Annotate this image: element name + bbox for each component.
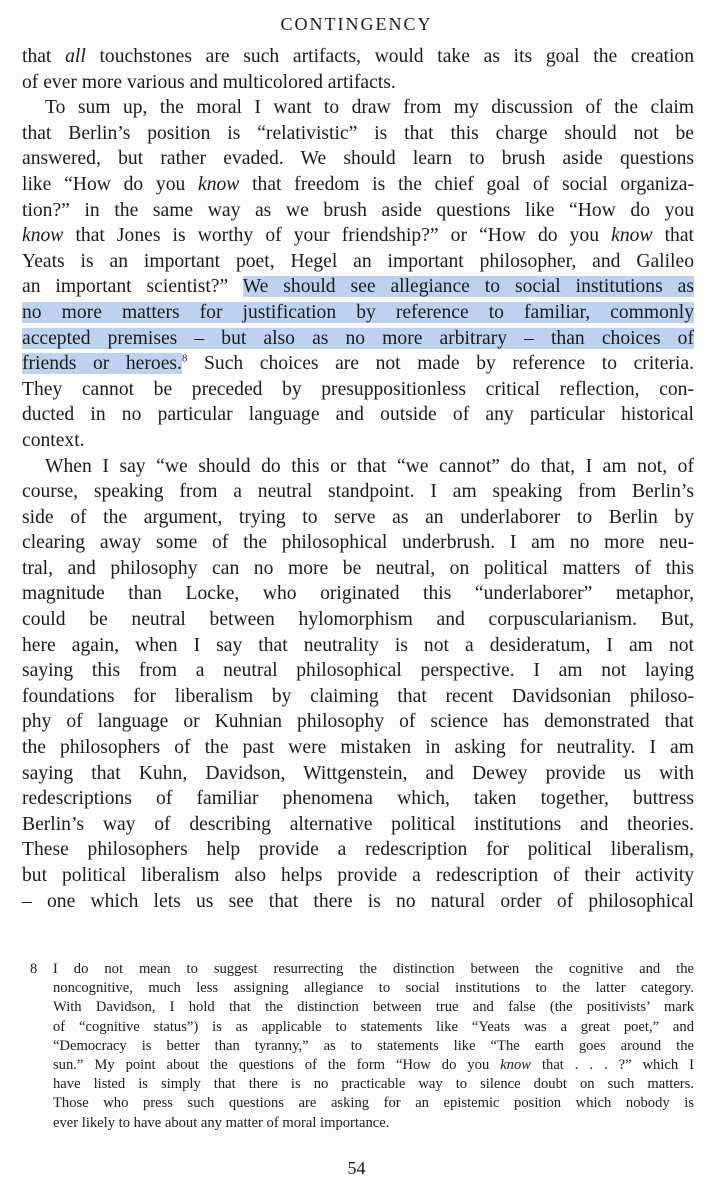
- highlighted-text[interactable]: friends or heroes.: [22, 353, 182, 375]
- text-line: that all touchstones are such artifacts, would take as its goal the creation: [22, 46, 694, 67]
- text-line: an important scientist?” We should see allegiance to social institutions as: [22, 276, 694, 298]
- text-line: saying this from a neutral philosophical perspective. I am not laying: [22, 660, 694, 682]
- highlighted-text[interactable]: We should see allegiance to social institutions as: [242, 276, 694, 298]
- text-line: could be neutral between hylomorphism and corpuscularianism. But,: [22, 609, 694, 631]
- italic-text: know: [611, 225, 653, 247]
- text-line: phy of language or Kuhnian philosophy of science has demonstrated that: [22, 711, 694, 733]
- text-line: [22, 300, 694, 326]
- text-line: tral, and philosophy can no more be neutral, on political matters of this: [22, 557, 694, 579]
- footnote-line: Those who press such questions are asking for an epistemic position which nobody is: [53, 1095, 694, 1112]
- text-line: answered, but rather evaded. We should learn to brush aside questions: [22, 148, 694, 170]
- italic-text: know: [500, 1056, 532, 1073]
- footnote-line: I do not mean to suggest resurrecting the distinction between the cognitive and the: [53, 961, 694, 977]
- footnote-line: of “cognitive status”) is as applicable to statements like “Yeats was a great poet,” and: [53, 1018, 694, 1035]
- text-line: that Berlin’s position is “relativistic” is that this charge should not be: [22, 122, 694, 144]
- text-line: clearing away some of the philosophical underbrush. I am no more neu-: [22, 532, 694, 554]
- text-line: of ever more various and multicolored artifacts.: [22, 71, 396, 93]
- footnote-line: “Democracy is better than tyranny,” as to statements like “The earth goes around the: [53, 1037, 694, 1054]
- text-line: context.: [22, 429, 85, 451]
- text-line: [22, 326, 694, 352]
- running-header: CONTINGENCY: [280, 14, 433, 34]
- text-line: Yeats is an important poet, Hegel an important philosopher, and Galileo: [22, 250, 694, 272]
- text-line: These philosophers help provide a redescription for political liberalism,: [22, 839, 694, 861]
- text-line: like “How do you know that freedom is the chief goal of social organiza-: [22, 173, 694, 195]
- footnote-line: noncognitive, much less assigning allegiance to social institutions to the latter category.: [53, 980, 694, 997]
- text-line: They cannot be preceded by presuppositionless critical reflection, con-: [22, 378, 694, 400]
- text-line: foundations for liberalism by claiming that recent Davidsonian philoso-: [22, 685, 694, 707]
- text-line: but political liberalism also helps provide a redescription of their activity: [22, 865, 694, 886]
- footnote-line: sun.” My point about the questions of the form “How do you know that . . . ?” which I: [53, 1056, 694, 1073]
- text-line: the philosophers of the past were mistaken in asking for neutrality. I am: [22, 737, 694, 759]
- text-line: – one which lets us see that there is no natural order of philosophical: [22, 890, 694, 912]
- footnote-number: 8: [30, 961, 38, 977]
- footnote-line: have listed is simply that there is no practicable way to silence doubt on such matters.: [53, 1076, 694, 1093]
- text-line: side of the argument, trying to serve as an underlaborer to Berlin by: [22, 506, 694, 528]
- footnote-line: ever likely to have about any matter of moral importance.: [53, 1114, 390, 1131]
- text-line: When I say “we should do this or that “we cannot” do that, I am not, of: [45, 455, 694, 477]
- text-line: ducted in no particular language and outside of any particular historical: [22, 404, 694, 426]
- text-line: magnitude than Locke, who originated this “underlaborer” metaphor,: [22, 583, 694, 605]
- footnote: [22, 960, 694, 1133]
- footnote-line: With Davidson, I hold that the distinction between true and false (the positivists’ mark: [53, 999, 694, 1016]
- footnote-reference[interactable]: 8: [181, 352, 188, 365]
- text-line: know that Jones is worthy of your friendship?” or “How do you know that: [22, 225, 694, 247]
- text-line: To sum up, the moral I want to draw from my discussion of the claim: [45, 97, 694, 119]
- italic-text: know: [198, 173, 240, 195]
- italic-text: know: [22, 225, 64, 247]
- text-line: redescriptions of familiar phenomena which, taken together, buttress: [22, 788, 694, 810]
- page-number: 54: [347, 1158, 366, 1178]
- text-line: tion?” in the same way as we brush aside questions like “How do you: [22, 199, 694, 221]
- text-line: friends or heroes.$^8$ Such choices are not made by reference to criteria.: [22, 352, 694, 375]
- text-line: course, speaking from a neutral standpoint. I am speaking from Berlin’s: [22, 481, 694, 503]
- text-line: here again, when I say that neutrality is not a desideratum, I am not: [22, 634, 694, 656]
- highlighted-text[interactable]: no more matters for justification by reference to familiar, commonly: [22, 301, 694, 323]
- text-line: saying that Kuhn, Davidson, Wittgenstein, and Dewey provide us with: [22, 762, 694, 784]
- text-line: Berlin’s way of describing alternative political institutions and theories.: [22, 813, 694, 835]
- highlighted-text[interactable]: accepted premises – but also as no more arbitrary – than choices of: [22, 327, 694, 349]
- italic-text: all: [65, 46, 86, 67]
- body-text: [22, 44, 694, 914]
